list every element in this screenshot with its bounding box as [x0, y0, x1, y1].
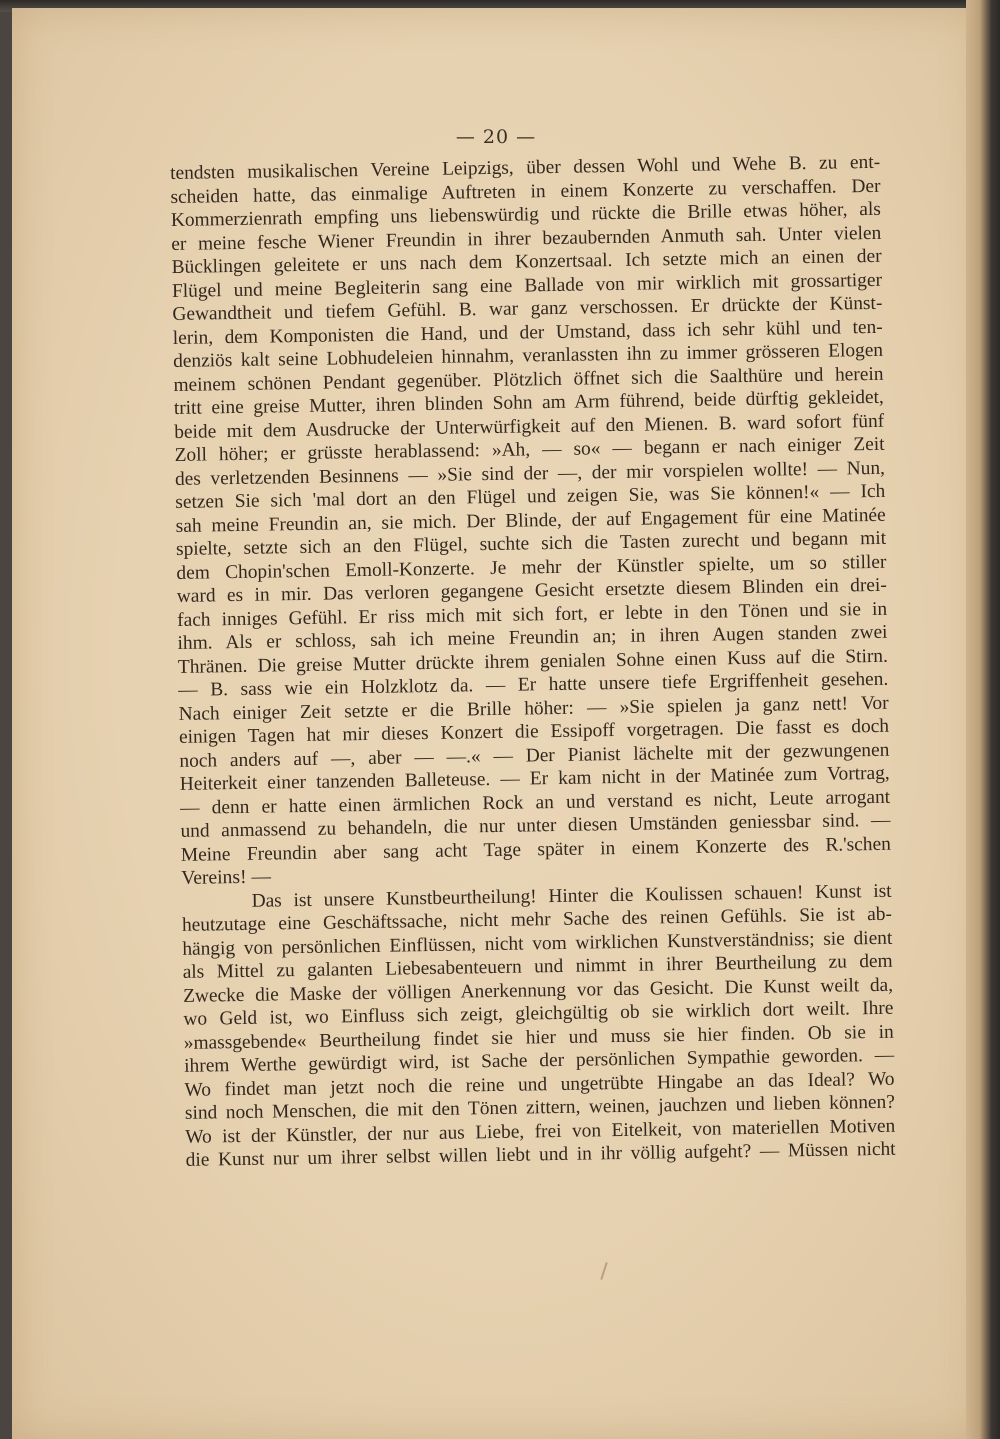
text-line: noch anders auf —, aber — —.« — Der Pianist lächelte mit der gezwungenen [179, 739, 890, 772]
text-line: heutzutage eine Geschäftssache, nicht mehr Sache des reinen Gefühls. Sie ist ab- [181, 903, 893, 936]
text-line: tendsten musikalischen Vereine Leipzigs, über dessen Wohl und Wehe B. zu ent- [170, 151, 881, 184]
text-line: sah meine Freundin an, sie mich. Der Blinde, der auf Engagement für eine Matinée [175, 504, 886, 537]
text-line: Wo ist der Künstler, der nur aus Liebe, frei von Eitelkeit, von materiellen Motiven [185, 1115, 896, 1148]
book-spine-edge [966, 0, 1000, 1439]
text-line: ihrem Werthe gewürdigt wird, ist Sache der persönlichen Sympathie geworden. — [184, 1044, 895, 1077]
text-line: beide mit dem Ausdrucke der Unterwürfigkeit auf den Mienen. B. ward sofort fünf [174, 410, 885, 443]
text-line: Meine Freundin aber sang acht Tage später in einem Konzerte des R.'schen [180, 833, 891, 866]
text-line: Flügel und meine Begleiterin sang eine Ballade von mir wirklich mit grossartiger [171, 269, 883, 302]
body-text [170, 151, 896, 1173]
text-line: und anmassend zu behandeln, die nur unter diesen Umständen geniessbar sind. — [180, 809, 891, 842]
text-line: »massgebende« Beurtheilung findet sie hier und muss sie hier finden. Ob sie in [183, 1021, 894, 1054]
text-line: dem Chopin'schen Emoll-Konzerte. Je mehr der Künstler spielte, um so stiller [176, 551, 887, 584]
text-line: die Kunst nur um ihrer selbst willen liebt und in ihr völlig aufgeht? — Müssen nicht [185, 1138, 896, 1171]
text-line: Thränen. Die greise Mutter drückte ihrem genialen Sohne einen Kuss auf die Stirn. [177, 645, 889, 678]
text-line: wo Geld ist, wo Einfluss sich zeigt, gleichgültig ob sie wirklich dort weilt. Ihre [183, 997, 894, 1030]
text-line: spielte, setzte sich an den Flügel, suchte sich die Tasten zurecht und begann mit [175, 527, 887, 560]
text-line: Bücklingen geleitete er uns nach dem Konzertsaal. Ich setzte mich an einen der [171, 245, 882, 278]
text-line: er meine fesche Wiener Freundin in ihrer bezaubernden Anmuth sah. Unter vielen [171, 222, 882, 255]
text-line: fach inniges Gefühl. Er riss mich mit sich fort, er lebte in den Tönen und sie in [177, 598, 888, 631]
text-line: tritt eine greise Mutter, ihren blinden Sohn am Arm führend, beide dürftig gekleidet, [173, 386, 884, 419]
text-line: des verletzenden Besinnens — »Sie sind der —, der mir vorspielen wollte! — Nun, [174, 457, 886, 490]
text-line: Zoll höher; er grüsste herablassend: »Ah, — so« — begann er nach einiger Zeit [174, 433, 885, 466]
text-line: denziös kalt seine Lobhudeleien hinnahm, veranlassten ihn zu immer grösseren Elogen [172, 339, 884, 372]
text-line: scheiden hatte, das einmalige Auftreten in einem Konzerte zu verschaffen. Der [170, 175, 881, 208]
text-line: — denn er hatte einen ärmlichen Rock an und verstand es nicht, Leute arrogant [179, 786, 891, 819]
text-line: Vereins! — [181, 866, 272, 889]
text-line: Heiterkeit einer tanzenden Balleteuse. — Er kam nicht in der Matinée zum Vortrag, [179, 762, 890, 795]
text-line: Kommerzienrath empfing uns liebenswürdig und rückte die Brille etwas höher, als [170, 198, 881, 231]
text-line: Wo findet man jetzt noch die reine und ungetrübte Hingabe an das Ideal? Wo [184, 1068, 895, 1101]
text-line: Zwecke die Maske der völligen Anerkennung vor das Gesicht. Die Kunst weilt da, [182, 974, 894, 1007]
text-line: sind noch Menschen, die mit den Tönen zittern, weinen, jauchzen und lieben können? [184, 1091, 896, 1124]
text-line: Nach einiger Zeit setzte er die Brille höher: — »Sie spielen ja ganz nett! Vor [178, 692, 889, 725]
text-line: — B. sass wie ein Holzklotz da. — Er hatte unsere tiefe Ergriffenheit gesehen. [178, 668, 889, 701]
paragraph-2 [181, 879, 895, 1172]
text-line: ward es in mir. Das verloren gegangene Gesicht ersetzte diesem Blinden ein drei- [176, 574, 887, 607]
text-line: als Mittel zu galanten Liebesabenteuern und nimmt in ihrer Beurtheilung zu dem [182, 950, 893, 983]
page-number: — 20 — [455, 126, 537, 148]
text-line: setzen Sie sich 'mal dort an den Flügel und zeigen Sie, was Sie können!« — Ich [175, 480, 886, 513]
paragraph-1 [170, 151, 891, 891]
text-line: lerin, dem Komponisten die Hand, und der Umstand, dass ich sehr kühl und ten- [172, 316, 883, 349]
text-line: Gewandtheit und tiefem Gefühl. B. war ganz verschossen. Er drückte der Künst- [172, 292, 883, 325]
text-line: Das ist unsere Kunstbeurtheilung! Hinter die Koulissen schauen! Kunst ist [251, 880, 892, 912]
text-line: hängig von persönlichen Einflüssen, nicht vom wirklichen Kunstverständniss; sie dient [182, 927, 893, 960]
text-line: ihm. Als er schloss, sah ich meine Freundin an; in ihren Augen standen zwei [177, 621, 888, 654]
text-line: einigen Tagen hat mir dieses Konzert die Essipoff vorgetragen. Die fasst es doch [178, 715, 890, 748]
text-line: meinem schönen Pendant gegenüber. Plötzlich öffnet sich die Saalthüre und herein [173, 363, 884, 396]
